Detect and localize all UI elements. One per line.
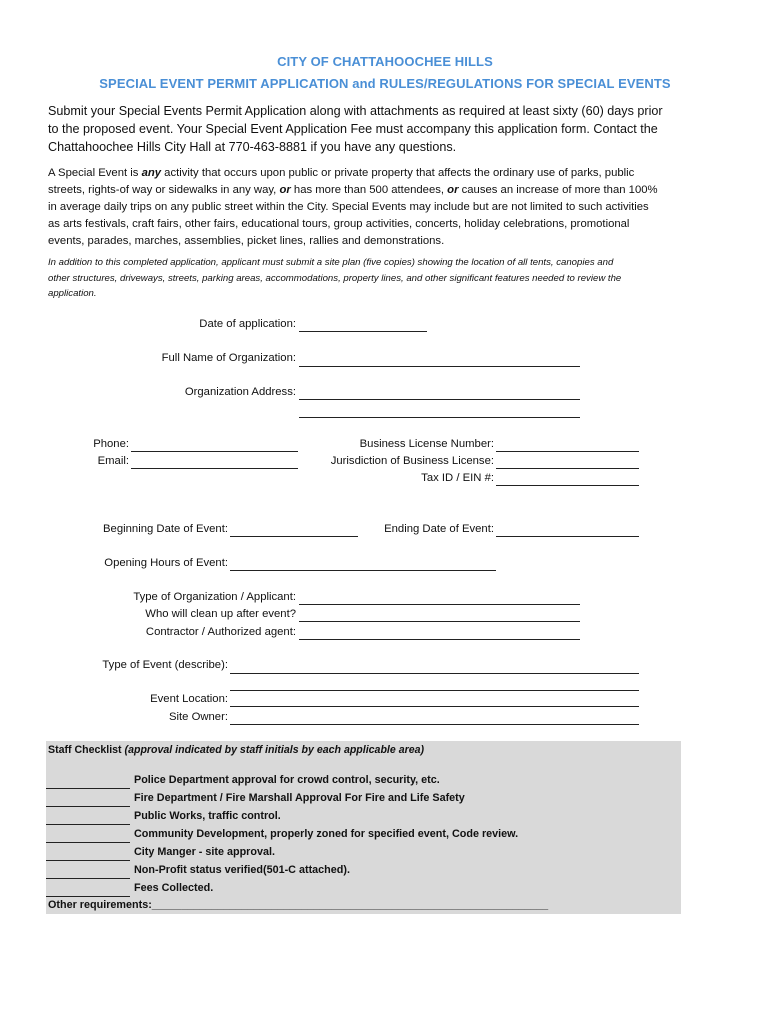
initials-field[interactable] — [46, 824, 130, 825]
date-of-application-label: Date of application: — [199, 318, 296, 330]
checklist-item-public-works: Public Works, traffic control. — [134, 810, 281, 822]
phone-label: Phone: — [93, 438, 129, 450]
event-location-field[interactable] — [230, 706, 639, 707]
phone-field[interactable] — [131, 451, 298, 452]
text: causes an increase of more than 100% — [458, 184, 658, 196]
org-address-field-2[interactable] — [299, 417, 580, 418]
org-name-label: Full Name of Organization: — [161, 352, 296, 364]
initials-field[interactable] — [46, 896, 130, 897]
text: A Special Event is — [48, 167, 142, 179]
emphasis: any — [141, 167, 162, 179]
definition-line: as arts festivals, craft fairs, other fairs, educational tours, group activities, concerts, holiday celebrations, promotional — [48, 218, 630, 230]
contractor-label: Contractor / Authorized agent: — [145, 626, 296, 638]
initials-field[interactable] — [46, 860, 130, 861]
intro-line: Chattahoochee Hills City Hall at 770-463-8881 if you have any questions. — [48, 140, 457, 154]
heading-note: (approval indicated by staff initials by each applicable area) — [124, 744, 425, 756]
beginning-date-label: Beginning Date of Event: — [103, 523, 228, 535]
checklist-item-city-manager: City Manger - site approval. — [134, 846, 275, 858]
org-type-field[interactable] — [299, 604, 580, 605]
clean-up-field[interactable] — [299, 621, 580, 622]
staff-checklist-heading — [48, 744, 424, 756]
site-plan-note — [48, 255, 688, 302]
checklist-item-fire: Fire Department / Fire Marshall Approval For Fire and Life Safety — [134, 792, 465, 804]
opening-hours-field[interactable] — [230, 570, 496, 571]
org-type-label: Type of Organization / Applicant: — [133, 591, 296, 603]
org-address-label: Organization Address: — [184, 386, 296, 398]
email-label: Email: — [97, 455, 129, 467]
opening-hours-label: Opening Hours of Event: — [104, 557, 228, 569]
site-owner-field[interactable] — [230, 724, 639, 725]
event-type-field-1[interactable] — [230, 673, 639, 674]
business-license-label: Business License Number: — [359, 438, 494, 450]
definition-line — [48, 182, 688, 199]
date-of-application-field[interactable] — [299, 331, 427, 332]
contractor-field[interactable] — [299, 639, 580, 640]
initials-field[interactable] — [46, 878, 130, 879]
intro-line: to the proposed event. Your Special Event Application Fee must accompany this application form. Contact the — [48, 122, 658, 136]
emphasis: or — [447, 184, 459, 196]
note-line: application. — [48, 288, 97, 299]
checklist-item-non-profit: Non-Profit status verified(501-C attached). — [134, 864, 350, 876]
initials-field[interactable] — [46, 806, 130, 807]
business-license-field[interactable] — [496, 451, 639, 452]
text: activity that occurs upon public or private property that affects the ordinary use of parks, public — [161, 167, 635, 179]
special-event-definition — [48, 165, 688, 250]
checklist-item-police: Police Department approval for crowd control, security, etc. — [134, 774, 440, 786]
note-line: other structures, driveways, streets, parking areas, accommodations, property lines, and other significant features needed to review the — [48, 272, 622, 284]
heading-text: Staff Checklist — [48, 744, 122, 756]
initials-field[interactable] — [46, 842, 130, 843]
intro-paragraph — [48, 102, 688, 156]
site-owner-label: Site Owner: — [168, 711, 228, 723]
intro-line: Submit your Special Events Permit Application along with attachments as required at least sixty (60) days prior — [48, 104, 663, 118]
tax-id-label: Tax ID / EIN #: — [421, 472, 494, 484]
text: streets, rights-of way or sidewalks in any way, — [48, 184, 280, 196]
city-title: CITY OF CHATTAHOOCHEE HILLS — [277, 54, 493, 69]
org-address-field-1[interactable] — [299, 399, 580, 400]
definition-line: in average daily trips on any public street within the City. Special Events may include but are not limited to such activities — [48, 201, 649, 213]
beginning-date-field[interactable] — [230, 536, 358, 537]
email-field[interactable] — [131, 468, 298, 469]
jurisdiction-field[interactable] — [496, 468, 639, 469]
event-type-field-2[interactable] — [230, 690, 639, 691]
ending-date-label: Ending Date of Event: — [384, 523, 494, 535]
form-title: SPECIAL EVENT PERMIT APPLICATION and RULES/REGULATIONS FOR SPECIAL EVENTS — [99, 76, 671, 91]
org-name-field[interactable] — [299, 366, 580, 367]
event-location-label: Event Location: — [150, 693, 228, 705]
text: has more than 500 attendees, — [290, 184, 448, 196]
event-type-label: Type of Event (describe): — [102, 659, 228, 671]
jurisdiction-label: Jurisdiction of Business License: — [330, 455, 494, 467]
checklist-item-fees: Fees Collected. — [134, 882, 214, 894]
other-requirements-field[interactable]: Other requirements:__________________________________________________________________ — [48, 899, 549, 911]
initials-field[interactable] — [46, 788, 130, 789]
note-line: In addition to this completed application, applicant must submit a site plan (five copies) showing the location of all tents, canopies and — [48, 257, 614, 268]
definition-line — [48, 165, 688, 182]
clean-up-label: Who will clean up after event? — [145, 608, 296, 620]
definition-line: events, parades, marches, assemblies, picket lines, rallies and demonstrations. — [48, 235, 445, 247]
emphasis: or — [279, 184, 291, 196]
checklist-item-community-dev: Community Development, properly zoned for specified event, Code review. — [134, 828, 519, 840]
ending-date-field[interactable] — [496, 536, 639, 537]
tax-id-field[interactable] — [496, 485, 639, 486]
